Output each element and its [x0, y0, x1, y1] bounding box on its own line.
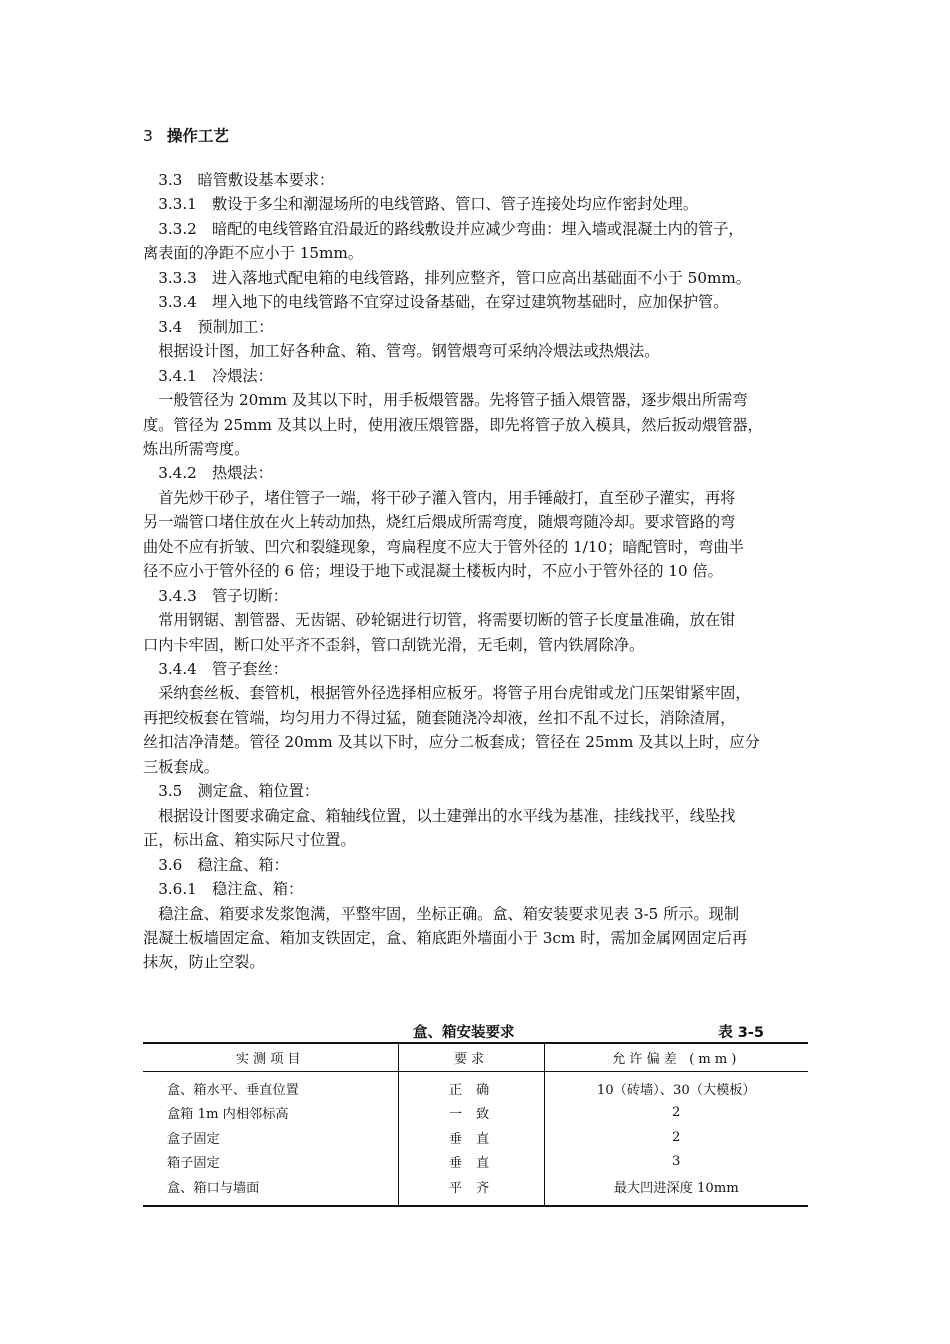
table-row [143, 1101, 808, 1126]
table-cell-requirement: 垂直 [398, 1150, 544, 1175]
text-line: 抹灰，防止空裂。 [143, 953, 265, 972]
table-cell-item: 盒箱 1m 内相邻标高 [167, 1107, 289, 1123]
text-line: 3.3.1 敷设于多尘和潮湿场所的电线管路、管口、管子连接处均应作密封处理。 [143, 195, 699, 214]
text-line: 3.4 预制加工： [143, 317, 274, 336]
table-number: 表 3-5 [718, 1025, 764, 1041]
text-line: 另一端管口堵住放在火上转动加热，烧红后煨成所需弯度，随煨弯随冷却。要求管路的弯 [143, 513, 736, 532]
text-line: 稳注盒、箱要求发浆饱满，平整牢固，坐标正确。盒、箱安装要求见表 3-5 所示。现制 [143, 904, 740, 923]
table-row [143, 1072, 808, 1101]
text-line: 曲处不应有折皱、凹穴和裂缝现象，弯扁程度不应大于管外径的 1/10；暗配管时，弯曲半 [143, 537, 744, 556]
text-line: 一般管径为 20mm 及其以下时，用手板煨管器。先将管子插入煨管器，逐步煨出所需弯 [143, 391, 748, 410]
table-cell-tolerance: 2 [544, 1125, 808, 1150]
table-caption [143, 1021, 808, 1043]
text-line: 3.4.4 管子套丝： [143, 660, 288, 678]
text-line: 3.3.2 暗配的电线管路宜沿最近的路线敷设并应减少弯曲：埋入墙或混凝土内的管子， [143, 219, 744, 238]
header-tolerance: 允许偏差 (mm) [544, 1043, 808, 1072]
table-cell-item: 盒、箱口与墙面 [167, 1180, 260, 1196]
table-cell-tolerance: 2 [544, 1101, 808, 1126]
text-line: 丝扣洁净清楚。管径 20mm 及其以下时，应分二板套成；管径在 25mm 及其以上时，应分 [143, 733, 760, 752]
table-cell-requirement: 一致 [398, 1101, 544, 1126]
table-row [143, 1150, 808, 1175]
text-line: 3.3.3 进入落地式配电箱的电线管路，排列应整齐，管口应高出基础面不小于 50mm。 [143, 268, 751, 287]
text-line: 3.4.2 热煨法： [143, 464, 273, 483]
table-cell-item: 盒子固定 [167, 1131, 220, 1147]
table-cell-item: 盒、箱水平、垂直位置 [167, 1082, 299, 1098]
table-cell-requirement: 垂直 [398, 1125, 544, 1150]
text-line: 根据设计图，加工好各种盒、箱、管弯。钢管煨弯可采纳冷煨法或热煨法。 [143, 342, 660, 361]
text-line: 3.3 暗管敷设基本要求： [143, 171, 335, 189]
text-line: 离表面的净距不应小于 15mm。 [143, 244, 364, 263]
text-line: 度。管径为 25mm 及其以上时，使用液压煨管器，即先将管子放入模具，然后扳动煨管器， [143, 415, 763, 434]
text-line: 混凝土板墙固定盒、箱加支铁固定，盒、箱底距外墙面小于 3cm 时，需加金属网固定后再 [143, 928, 748, 947]
section-number: 3 [143, 127, 153, 145]
table-cell-requirement: 平齐 [398, 1174, 544, 1206]
text-line: 常用钢锯、割管器、无齿锯、砂轮锯进行切管，将需要切断的管子长度量准确，放在钳 [143, 611, 736, 630]
table-title: 盒、箱安装要求 [413, 1025, 515, 1041]
table-row [143, 1125, 808, 1150]
text-line: 正，标出盒、箱实际尺寸位置。 [143, 831, 356, 850]
text-line: 口内卡牢固，断口处平齐不歪斜，管口刮铣光滑，无毛刺，管内铁屑除净。 [143, 635, 645, 654]
text-line: 三板套成。 [143, 757, 219, 776]
table-cell-item: 箱子固定 [167, 1156, 220, 1172]
text-line: 再把绞板套在管端，均匀用力不得过猛，随套随浇冷却液，丝扣不乱不过长，消除渣屑， [143, 708, 736, 727]
table-row [143, 1174, 808, 1206]
text-line: 3.3.4 埋入地下的电线管路不宜穿过设备基础，在穿过建筑物基础时，应加保护管。 [143, 293, 729, 312]
table-header-row [143, 1043, 808, 1072]
text-line: 3.6.1 稳注盒、箱： [143, 880, 304, 899]
section-title: 操作工艺 [166, 127, 229, 145]
text-line: 炼出所需弯度。 [143, 439, 250, 458]
header-requirement: 要求 [398, 1043, 544, 1072]
text-line: 根据设计图要求确定盒、箱轴线位置，以土建弹出的水平线为基准，挂线找平，线坠找 [143, 806, 736, 825]
text-line: 3.4.3 管子切断： [143, 586, 288, 605]
text-line: 3.5 测定盒、箱位置： [143, 782, 320, 801]
table-cell-tolerance: 最大凹进深度 10mm [544, 1174, 808, 1206]
table-cell-requirement: 正确 [398, 1072, 544, 1101]
text-line: 3.6 稳注盒、箱： [143, 855, 289, 874]
text-line: 径不应小于管外径的 6 倍；埋设于地下或混凝土楼板内时，不应小于管外径的 10 倍。 [143, 562, 723, 581]
text-line: 采纳套丝板、套管机，根据管外径选择相应板牙。将管子用台虎钳或龙门压架钳紧牢固， [143, 684, 751, 703]
table-cell-tolerance: 3 [544, 1150, 808, 1175]
section-heading [143, 124, 229, 148]
text-line: 首先炒干砂子，堵住管子一端，将干砂子灌入管内，用手锤敲打，直至砂子灌实，再将 [143, 488, 736, 507]
text-line: 3.4.1 冷煨法： [143, 366, 273, 385]
header-item: 实测项目 [143, 1043, 398, 1072]
table-cell-tolerance: 10（砖墙）、30（大模板） [544, 1072, 808, 1101]
requirements-table [143, 1042, 808, 1207]
